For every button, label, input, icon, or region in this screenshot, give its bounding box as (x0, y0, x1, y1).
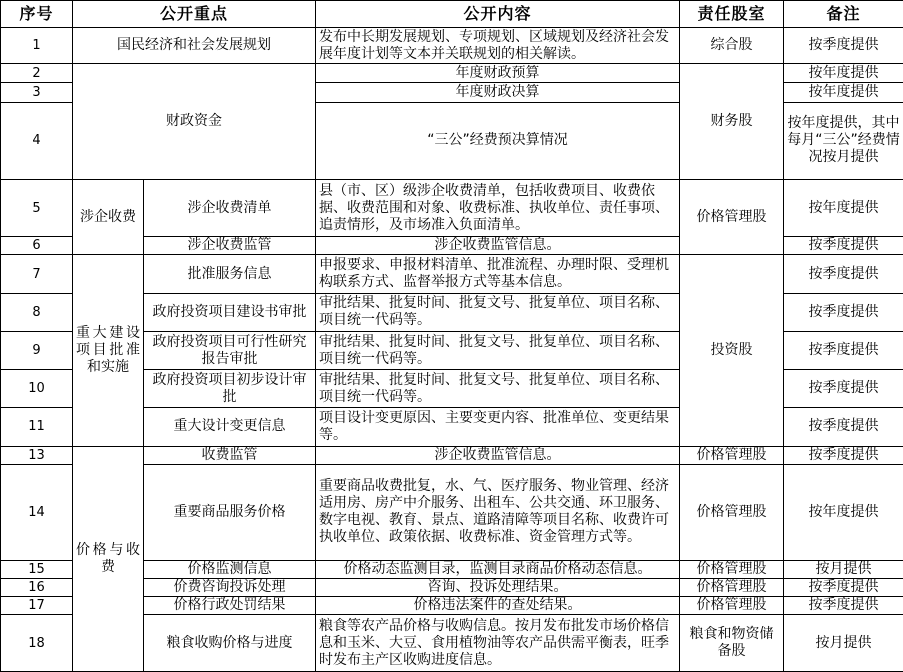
row-focus: 政府投资项目建设书审批 (144, 293, 316, 331)
header-dept: 责任股室 (680, 1, 784, 28)
group-fiscal: 财政资金 (73, 64, 316, 180)
row-seq: 8 (1, 293, 73, 331)
header-content: 公开内容 (316, 1, 680, 28)
header-focus: 公开重点 (73, 1, 316, 28)
row-content: 价格动态监测目录，监测目录商品价格动态信息。 (316, 561, 680, 579)
row-focus: 价格监测信息 (144, 561, 316, 579)
table-row (1, 28, 903, 64)
row-focus: 收费监管 (144, 446, 316, 464)
header-note: 备注 (784, 1, 903, 28)
row-focus: 涉企收费清单 (144, 180, 316, 237)
row-note: 按季度提供 (784, 408, 903, 446)
table-row (1, 180, 903, 237)
row-note: 按季度提供 (784, 28, 903, 64)
row-focus: 政府投资项目可行性研究报告审批 (144, 331, 316, 369)
row-focus: 价格行政处罚结果 (144, 597, 316, 615)
row-note: 按年度提供，其中每月“三公”经费情况按月提供 (784, 102, 903, 179)
row-content: 申报要求、申报材料清单、批准流程、办理时限、受理机构联系方式、监督举报方式等基本信息。 (316, 255, 680, 293)
row-focus: 批准服务信息 (144, 255, 316, 293)
row-dept: 价格管理股 (680, 464, 784, 561)
row-content: 审批结果、批复时间、批复文号、批复单位、项目名称、项目统一代码等。 (316, 331, 680, 369)
row-focus: 涉企收费监管 (144, 237, 316, 255)
row-note: 按季度提供 (784, 293, 903, 331)
table-row (1, 255, 903, 293)
group-projects: 重大建设项目批准和实施 (73, 255, 144, 446)
row-content: “三公”经费预决算情况 (316, 102, 680, 179)
row-note: 按季度提供 (784, 370, 903, 408)
row-note: 按季度提供 (784, 255, 903, 293)
row-dept: 价格管理股 (680, 180, 784, 255)
row-content: 审批结果、批复时间、批复文号、批复单位、项目名称、项目统一代码等。 (316, 370, 680, 408)
row-focus: 国民经济和社会发展规划 (73, 28, 316, 64)
row-note: 按月提供 (784, 615, 903, 672)
row-note: 按季度提供 (784, 597, 903, 615)
table-row (1, 64, 903, 83)
header-seq: 序号 (1, 1, 73, 28)
row-note: 按月提供 (784, 561, 903, 579)
row-content: 发布中长期发展规划、专项规划、区域规划及经济社会发展年度计划等文本并关联规划的相关解读。 (316, 28, 680, 64)
row-note: 按季度提供 (784, 446, 903, 464)
row-seq: 17 (1, 597, 73, 615)
row-seq: 4 (1, 102, 73, 179)
row-seq: 7 (1, 255, 73, 293)
row-dept: 价格管理股 (680, 446, 784, 464)
row-seq: 6 (1, 237, 73, 255)
row-seq: 16 (1, 579, 73, 597)
row-content: 重要商品收费批复，水、气、医疗服务、物业管理、经济适用房、房产中介服务、出租车、公共交通、环卫服务、数字电视、教育、景点、道路清障等项目名称、收费许可执收单位、政策依据、收费标准、资金管理方式等。 (316, 464, 680, 561)
row-dept: 投资股 (680, 255, 784, 446)
row-dept: 价格管理股 (680, 579, 784, 597)
row-content: 涉企收费监管信息。 (316, 237, 680, 255)
row-dept: 财务股 (680, 64, 784, 180)
row-content: 年度财政预算 (316, 64, 680, 83)
row-seq: 1 (1, 28, 73, 64)
row-seq: 13 (1, 446, 73, 464)
row-content: 咨询、投诉处理结果。 (316, 579, 680, 597)
row-seq: 15 (1, 561, 73, 579)
row-seq: 9 (1, 331, 73, 369)
row-content: 价格违法案件的查处结果。 (316, 597, 680, 615)
row-dept: 价格管理股 (680, 597, 784, 615)
row-dept: 粮食和物资储备股 (680, 615, 784, 672)
row-focus: 政府投资项目初步设计审批 (144, 370, 316, 408)
row-seq: 11 (1, 408, 73, 446)
row-content: 县（市、区）级涉企收费清单，包括收费项目、收费依据、收费范围和对象、收费标准、执收单位、责任事项、追责情形，及市场准入负面清单。 (316, 180, 680, 237)
row-note: 按季度提供 (784, 237, 903, 255)
row-content: 年度财政决算 (316, 83, 680, 102)
row-focus: 重大设计变更信息 (144, 408, 316, 446)
row-focus: 重要商品服务价格 (144, 464, 316, 561)
row-content: 项目设计变更原因、主要变更内容、批准单位、变更结果等。 (316, 408, 680, 446)
row-focus: 价费咨询投诉处理 (144, 579, 316, 597)
table-row (1, 446, 903, 464)
row-seq: 3 (1, 83, 73, 102)
row-dept: 综合股 (680, 28, 784, 64)
group-prices: 价格与收费 (73, 446, 144, 671)
row-seq: 18 (1, 615, 73, 672)
row-content: 涉企收费监管信息。 (316, 446, 680, 464)
row-note: 按季度提供 (784, 579, 903, 597)
header-row (1, 1, 903, 28)
row-seq: 2 (1, 64, 73, 83)
row-content: 审批结果、批复时间、批复文号、批复单位、项目名称、项目统一代码等。 (316, 293, 680, 331)
row-seq: 14 (1, 464, 73, 561)
row-note: 按年度提供 (784, 464, 903, 561)
row-note: 按年度提供 (784, 64, 903, 83)
row-note: 按年度提供 (784, 83, 903, 102)
row-seq: 10 (1, 370, 73, 408)
row-focus: 粮食收购价格与进度 (144, 615, 316, 672)
group-fees: 涉企收费 (73, 180, 144, 255)
row-note: 按年度提供 (784, 180, 903, 237)
row-dept: 价格管理股 (680, 561, 784, 579)
row-seq: 5 (1, 180, 73, 237)
row-note: 按季度提供 (784, 331, 903, 369)
row-content: 粮食等农产品价格与收购信息。按月发布批发市场价格信息和玉米、大豆、食用植物油等农产品供需平衡表，旺季时发布主产区收购进度信息。 (316, 615, 680, 672)
